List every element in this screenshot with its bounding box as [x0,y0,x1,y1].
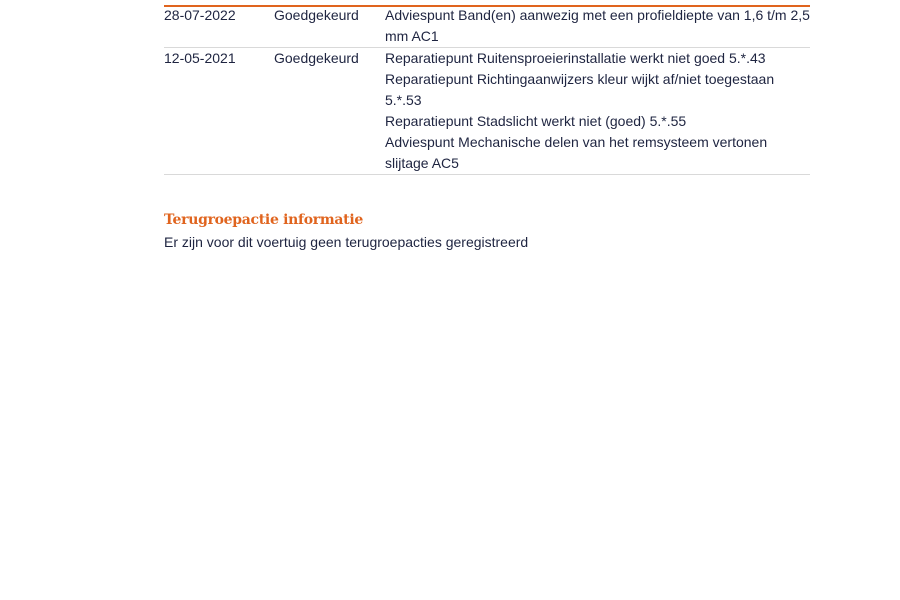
inspection-date: 12-05-2021 [164,48,274,175]
recall-section-text: Er zijn voor dit voertuig geen terugroepacties geregistreerd [164,234,529,250]
inspection-remarks [385,48,810,175]
remark-item: Reparatiepunt Stadslicht werkt niet (goed) 5.*.55 [385,113,687,129]
table-row [164,5,810,48]
inspection-date: 28-07-2022 [164,5,274,48]
remark-item: Reparatiepunt Ruitensproeierinstallatie werkt niet goed 5.*.43 [385,50,766,66]
remark-item: Adviespunt Band(en) aanwezig met een profieldiepte van 1,6 t/m 2,5 mm AC1 [385,7,810,44]
remark-item: Reparatiepunt Richtingaanwijzers kleur wijkt af/niet toegestaan 5.*.53 [385,71,775,108]
inspection-result: Goedgekeurd [274,5,385,48]
clipped-column-heading [392,0,464,2]
recall-section-title: Terugroepactie informatie [164,212,363,228]
inspection-remarks [385,5,810,48]
inspection-table [164,5,810,175]
inspection-result: Goedgekeurd [274,48,385,175]
table-row [164,48,810,175]
remark-item: Adviespunt Mechanische delen van het remsysteem vertonen slijtage AC5 [385,134,768,171]
